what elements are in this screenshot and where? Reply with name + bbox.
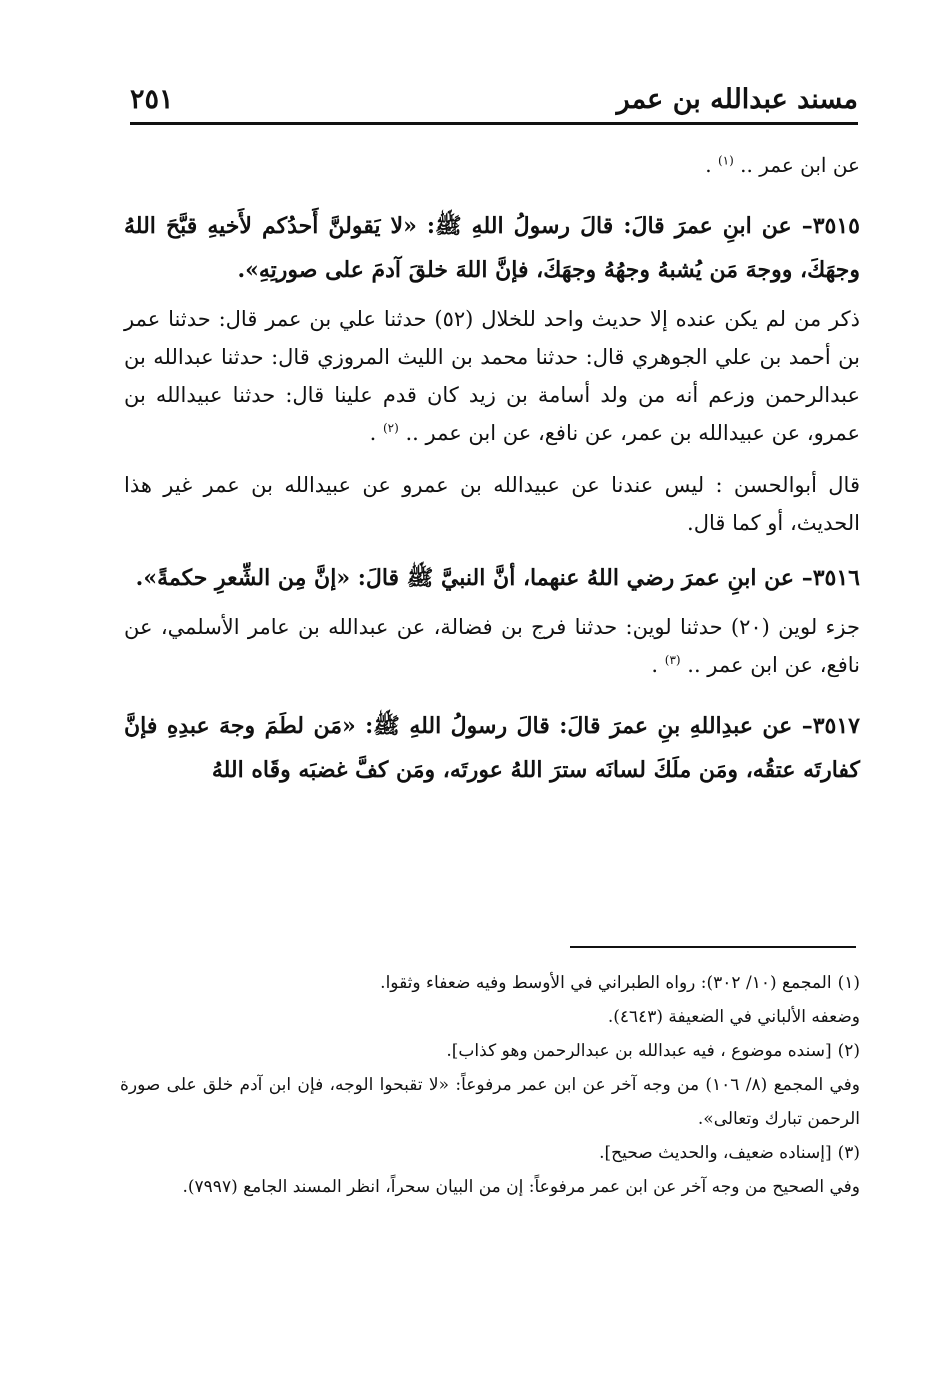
footnote-2-continued: وفي المجمع (٨/ ١٠٦) من وجه آخر عن ابن عمر مرفوعاً: «لا تقبحوا الوجه، فإن ابن آدم خلق على صورة الرحمن تبارك وتعالى». (120, 1075, 860, 1129)
hadith-3515: ٣٥١٥– عن ابنِ عمرَ قالَ: قالَ رسولُ اللهِ ﷺ: «لا يَقولنَّ أَحدُكم لأَخيهِ قبَّحَ اللهُ وجهَكَ، ووجهَ مَن يُشبهُ وجهُهُ وجهَكَ، فإنَّ اللهَ خلقَ آدمَ على صورتِهِ». (124, 213, 860, 283)
running-title: مسند عبدالله بن عمر (616, 84, 858, 115)
footnote-number: (٣) (837, 1143, 860, 1163)
page-header (130, 82, 858, 122)
footnote-number: (١) (837, 973, 860, 993)
footnote-ref-2: (٢) (382, 421, 399, 435)
paragraph-end: . (651, 653, 665, 677)
footnote-3 (120, 1136, 860, 1170)
footnote-text: [سنده موضوع ، فيه عبدالله بن عبدالرحمن وهو كذاب]. (446, 1041, 832, 1061)
footnote-ref-1: (١) (717, 153, 734, 168)
hadith-3517: ٣٥١٧– عن عبدِاللهِ بنِ عمرَ قالَ: قالَ رسولُ اللهِ ﷺ: «مَن لطَمَ وجهَ عبدِهِ فإنَّ كفارتَه عتقُه، ومَن ملَكَ لسانَه سترَ اللهُ عورتَه، ومَن كفَّ غضبَه وقَاه اللهُ (124, 713, 860, 783)
paragraph-end: . (369, 421, 383, 445)
footnote-2 (120, 1034, 860, 1068)
header-rule (130, 122, 858, 125)
footnote-rule (570, 946, 856, 948)
paragraph-text: عن ابن عمر .. (733, 153, 860, 177)
paragraph-text: ذكر من لم يكن عنده إلا حديث واحد للخلال (٥٢) حدثنا علي بن عمر قال: حدثنا عمر بن أحمد بن علي الجوهري قال: حدثنا محمد بن الليث المروزي قال: حدثنا عبدالله بن عبدالرحمن وزعم أنه من ولد أسامة بن زيد كان قدم علينا قال: حدثنا عبيدالله بن عمرو، عن عبيدالله بن عمر، عن نافع، عن ابن عمر .. (124, 307, 860, 445)
footnotes (120, 966, 860, 1204)
hadith-3516: ٣٥١٦– عن ابنِ عمرَ رضي اللهُ عنهما، أنَّ النبيَّ ﷺ قالَ: «إنَّ مِن الشِّعرِ حكمةً». (135, 565, 860, 591)
footnote-1 (120, 966, 860, 1000)
footnote-ref-3: (٣) (664, 653, 681, 667)
paragraph-end: . (705, 153, 718, 177)
page-number: ٢٥١ (130, 84, 174, 115)
paragraph-isnad-3515 (124, 300, 860, 452)
footnote-number: (٢) (837, 1041, 860, 1061)
page-body (124, 146, 860, 792)
paragraph-comment: قال أبوالحسن : ليس عندنا عن عبيدالله بن عمرو عن عبيدالله بن عمر غير هذا الحديث، أو كما قال. (124, 473, 860, 535)
footnote-1-continued: وضعفه الألباني في الضعيفة (٤٦٤٣). (607, 1007, 860, 1027)
footnote-text: المجمع (١٠/ ٣٠٢): رواه الطبراني في الأوسط وفيه ضعفاء وثقوا. (380, 973, 832, 993)
paragraph-text: جزء لوين (٢٠) حدثنا لوين: حدثنا فرج بن فضالة، عن عبدالله بن عامر الأسلمي، عن نافع، عن ابن عمر .. (124, 615, 860, 677)
paragraph-intro (124, 146, 860, 184)
footnote-text: [إسناده ضعيف، والحديث صحيح]. (599, 1143, 832, 1163)
footnote-3-continued: وفي الصحيح من وجه آخر عن ابن عمر مرفوعاً: إن من البيان سحراً، انظر المسند الجامع (٧٩٩٧). (182, 1177, 860, 1197)
paragraph-isnad-3516 (124, 608, 860, 684)
